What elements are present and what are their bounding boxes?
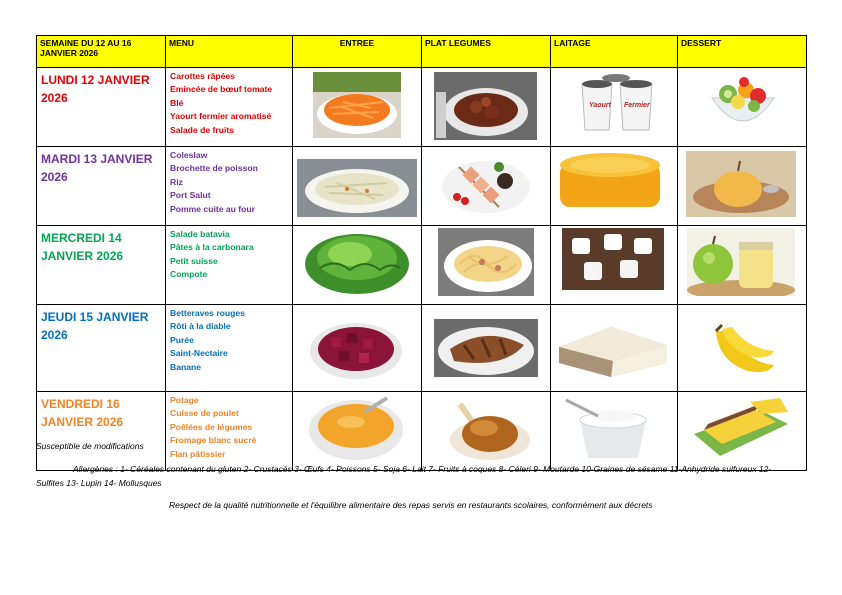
menu-items xyxy=(166,147,293,226)
batavia-salad-image xyxy=(300,228,415,296)
menu-item: Rôti à la diable xyxy=(170,321,231,332)
menu-item: Potage xyxy=(170,395,199,405)
dessert-cell xyxy=(678,226,807,305)
header-dessert: DESSERT xyxy=(678,36,807,68)
beef-stew-image xyxy=(434,72,537,140)
menu-items xyxy=(166,392,293,471)
day-row-lundi xyxy=(37,68,807,147)
menu-item: Compote xyxy=(170,269,208,280)
chicken-leg-image xyxy=(434,394,538,464)
menu-items xyxy=(166,226,293,305)
coleslaw-image xyxy=(297,159,417,217)
saint-nectaire-image xyxy=(555,317,671,379)
menu-item: Fromage blanc sucré xyxy=(170,435,257,446)
day-label: VENDREDI 16 JANVIER 2026 xyxy=(37,392,166,471)
laitage-cell xyxy=(551,305,678,392)
header-menu: MENU xyxy=(166,36,293,68)
header-plat: PLAT LEGUMES xyxy=(422,36,551,68)
header-entree: ENTREE xyxy=(293,36,422,68)
menu-item: Riz xyxy=(170,176,183,187)
laitage-cell xyxy=(551,226,678,305)
entree-cell xyxy=(293,226,422,305)
header-laitage: LAITAGE xyxy=(551,36,678,68)
beetroot-image xyxy=(307,317,405,381)
menu-item: Blé xyxy=(170,97,184,108)
compote-image xyxy=(687,228,795,296)
petit-suisse-image xyxy=(562,228,664,290)
menu-item: Carottes râpées xyxy=(170,71,235,81)
menu-item: Brochette de poisson xyxy=(170,163,258,174)
menu-item: Coleslaw xyxy=(170,150,208,160)
menu-table xyxy=(36,35,807,471)
menu-item: Salade de fruits xyxy=(170,124,234,135)
day-row-jeudi xyxy=(37,305,807,392)
day-label: LUNDI 12 JANVIER 2026 xyxy=(37,68,166,147)
entree-cell xyxy=(293,392,422,471)
header-row xyxy=(37,36,807,68)
fruit-salad-image xyxy=(698,72,788,138)
baked-apple-image xyxy=(686,151,796,217)
day-label: MERCREDI 14 JANVIER 2026 xyxy=(37,226,166,305)
day-row-mardi xyxy=(37,147,807,226)
menu-items xyxy=(166,68,293,147)
dessert-cell xyxy=(678,305,807,392)
plat-cell xyxy=(422,68,551,147)
day-label: MARDI 13 JANVIER 2026 xyxy=(37,147,166,226)
banana-image xyxy=(708,321,778,377)
day-row-mercredi xyxy=(37,226,807,305)
day-row-vendredi xyxy=(37,392,807,471)
menu-item: Yaourt fermier aromatisé xyxy=(170,111,272,122)
laitage-cell xyxy=(551,392,678,471)
menu-item: Poêlées de légumes xyxy=(170,421,253,432)
header-week: SEMAINE DU 12 AU 16 JANVIER 2026 xyxy=(37,36,166,68)
menu-item: Petit suisse xyxy=(170,255,218,266)
plat-cell xyxy=(422,305,551,392)
fish-skewer-image xyxy=(439,151,532,217)
menu-item: Emincée de bœuf tomate xyxy=(170,84,273,95)
carrot-salad-image xyxy=(313,72,401,138)
dessert-cell xyxy=(678,147,807,226)
menu-item: Flan pâtissier xyxy=(170,448,226,459)
allergens-note: Allergènes : 1- Céréales contenant du gluten 2- Crustacés 3- Œufs 4- Poissons 5- Soja 6- Lait 7- Fruits à coques 8- Céleri 9- Moutarde 10-Graines de sésame 11-Anhydride sulfureux 12- Sulfites 13- Lupin 14- Mollusques xyxy=(36,464,772,488)
entree-cell xyxy=(293,68,422,147)
menu-item: Saint-Nectaire xyxy=(170,348,228,359)
fromage-blanc-image xyxy=(564,394,662,464)
menu-item: Pâtes à la carbonara xyxy=(170,242,254,253)
menu-item: Purée xyxy=(170,334,194,345)
roast-image xyxy=(434,319,538,377)
carbonara-image xyxy=(438,228,534,296)
yogurt-label: Yaourt xyxy=(589,102,611,109)
menu-item: Pomme cuite au four xyxy=(170,203,255,214)
flan-image xyxy=(690,394,792,462)
entree-cell xyxy=(293,305,422,392)
menu-item: Banane xyxy=(170,361,202,372)
laitage-cell xyxy=(551,147,678,226)
dessert-cell xyxy=(678,392,807,471)
plat-cell xyxy=(422,147,551,226)
plat-cell xyxy=(422,392,551,471)
port-salut-image xyxy=(556,149,664,219)
day-label: JEUDI 15 JANVIER 2026 xyxy=(37,305,166,392)
menu-items xyxy=(166,305,293,392)
plat-cell xyxy=(422,226,551,305)
menu-item: Cuisse de poulet xyxy=(170,408,239,419)
yogurt-label: Fermier xyxy=(624,102,650,109)
menu-item: Port Salut xyxy=(170,190,211,201)
modifications-note: Susceptible de modifications xyxy=(36,441,144,451)
soup-image xyxy=(307,394,405,464)
menu-item: Salade batavia xyxy=(170,229,230,239)
respect-note: Respect de la qualité nutritionnelle et l'équilibre alimentaire des repas servis en restaurants scolaires, conformément aux décrets xyxy=(169,500,653,510)
dessert-cell xyxy=(678,68,807,147)
laitage-cell xyxy=(551,68,678,147)
entree-cell xyxy=(293,147,422,226)
menu-item: Betteraves rouges xyxy=(170,308,245,318)
